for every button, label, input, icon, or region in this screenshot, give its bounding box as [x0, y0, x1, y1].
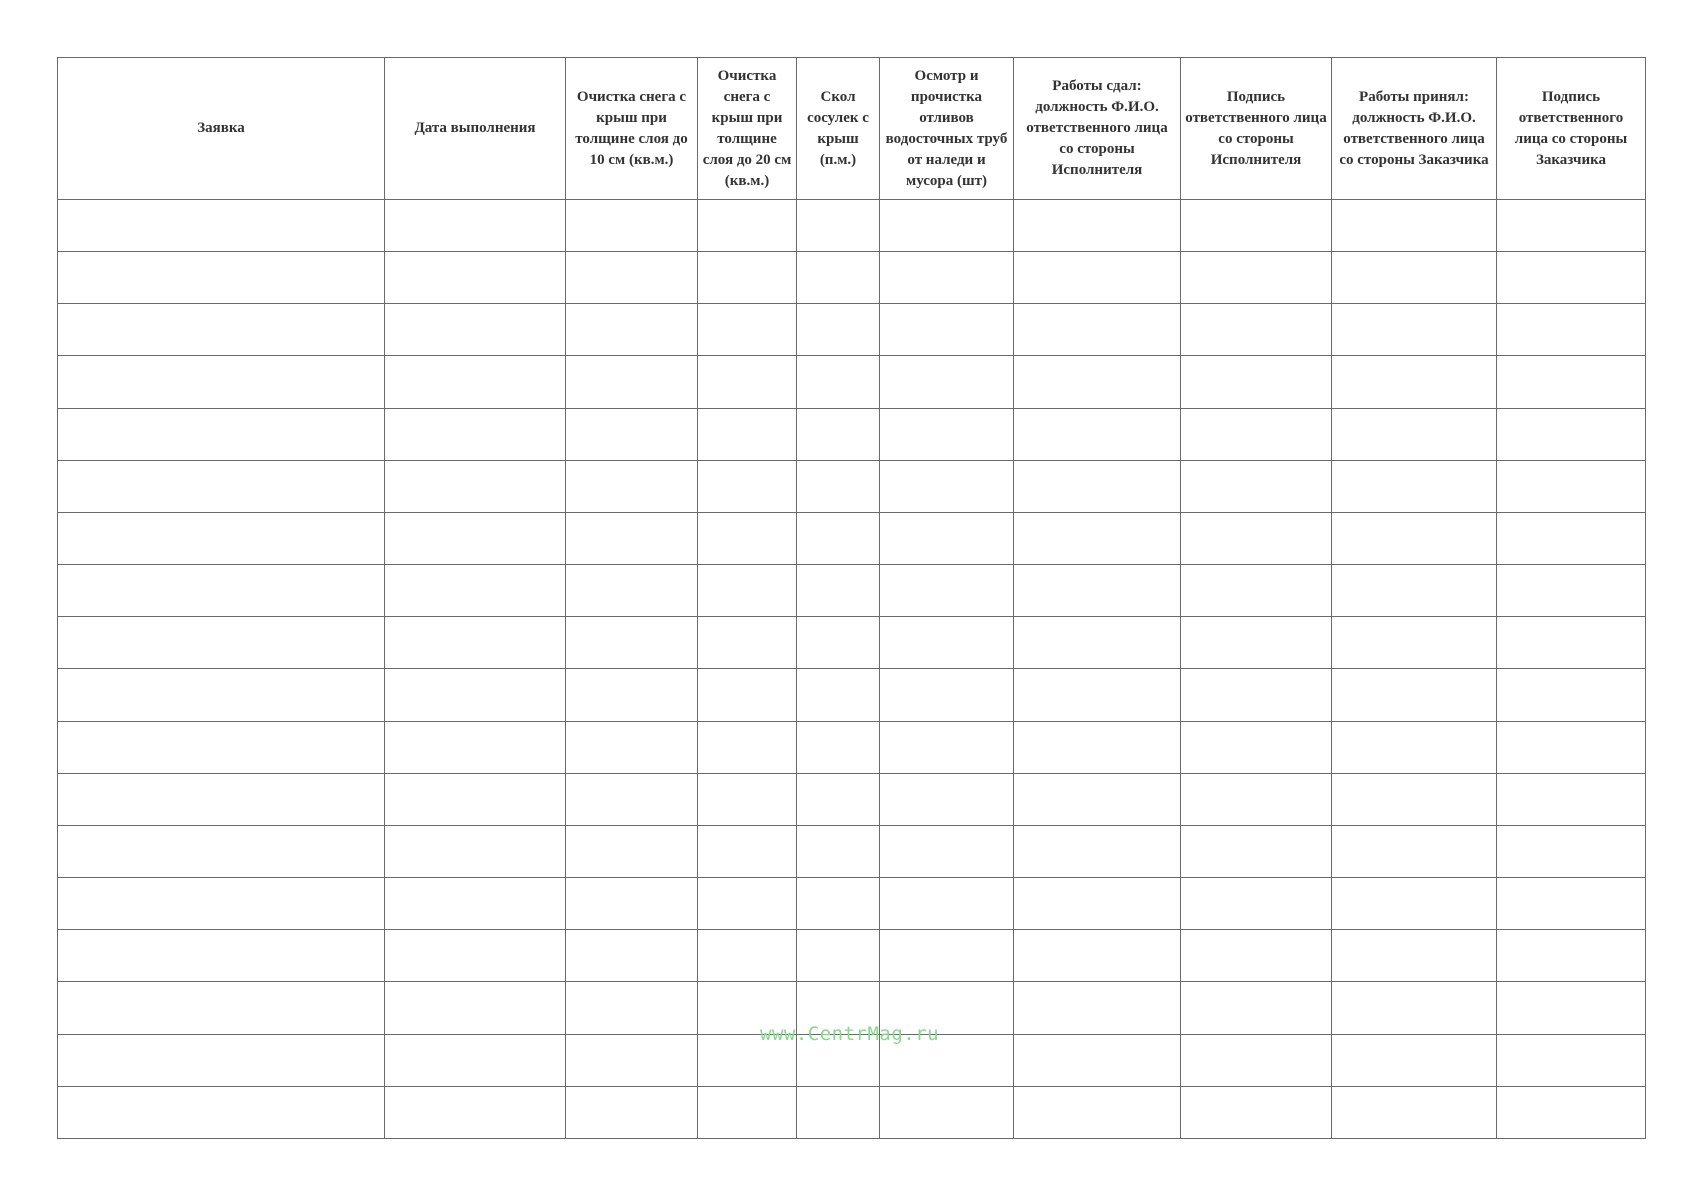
table-cell[interactable]: [698, 252, 797, 304]
table-cell[interactable]: [698, 878, 797, 930]
table-cell[interactable]: [1332, 460, 1497, 512]
table-cell[interactable]: [1181, 200, 1332, 252]
table-cell[interactable]: [1014, 721, 1181, 773]
table-row: [58, 930, 1646, 982]
table-cell[interactable]: [58, 356, 385, 408]
table-row: [58, 460, 1646, 512]
table-cell[interactable]: [880, 825, 1014, 877]
table-cell[interactable]: [566, 669, 698, 721]
table-cell[interactable]: [1014, 512, 1181, 564]
table-cell[interactable]: [1332, 512, 1497, 564]
table-cell[interactable]: [698, 356, 797, 408]
table-cell[interactable]: [1014, 669, 1181, 721]
table-cell[interactable]: [1181, 252, 1332, 304]
table-cell[interactable]: [1014, 878, 1181, 930]
table-cell[interactable]: [566, 512, 698, 564]
table-cell[interactable]: [1332, 825, 1497, 877]
table-row: [58, 825, 1646, 877]
table-cell[interactable]: [385, 773, 566, 825]
table-cell[interactable]: [698, 825, 797, 877]
table-row: [58, 1086, 1646, 1138]
table-cell[interactable]: [797, 825, 880, 877]
table-cell[interactable]: [1497, 200, 1646, 252]
table-cell[interactable]: [880, 878, 1014, 930]
table-cell[interactable]: [566, 825, 698, 877]
table-cell[interactable]: [1014, 356, 1181, 408]
table-cell[interactable]: [58, 512, 385, 564]
table-row: [58, 773, 1646, 825]
table-cell[interactable]: [880, 356, 1014, 408]
snow-removal-log-table: [57, 57, 1646, 1139]
table-cell[interactable]: [1181, 773, 1332, 825]
table-row: [58, 878, 1646, 930]
table-cell[interactable]: [880, 304, 1014, 356]
table-cell[interactable]: [797, 252, 880, 304]
table-cell[interactable]: [1181, 825, 1332, 877]
table-cell[interactable]: [1181, 512, 1332, 564]
header-drainpipe-inspection: Осмотр и прочистка отливов водосточных труб от наледи и мусора (шт): [880, 58, 1014, 200]
table-cell[interactable]: [1181, 1086, 1332, 1138]
table-row: [58, 512, 1646, 564]
table-cell[interactable]: [880, 721, 1014, 773]
table-cell[interactable]: [1497, 721, 1646, 773]
table-cell[interactable]: [1014, 773, 1181, 825]
table-cell[interactable]: [797, 460, 880, 512]
table-cell[interactable]: [797, 721, 880, 773]
header-contractor-signature: Подпись ответственного лица со стороны Исполнителя: [1181, 58, 1332, 200]
header-icicle-removal: Скол сосулек с крыш (п.м.): [797, 58, 880, 200]
table-cell[interactable]: [1497, 252, 1646, 304]
table-cell[interactable]: [1497, 773, 1646, 825]
table-cell[interactable]: [385, 721, 566, 773]
table-cell[interactable]: [1014, 460, 1181, 512]
watermark: www.CentrMag.ru: [760, 1023, 940, 1045]
table-cell[interactable]: [385, 252, 566, 304]
table-cell[interactable]: [385, 982, 566, 1034]
table-cell[interactable]: [880, 200, 1014, 252]
table-cell[interactable]: [1181, 669, 1332, 721]
table-cell[interactable]: [385, 878, 566, 930]
table-cell[interactable]: [1497, 408, 1646, 460]
table-cell[interactable]: [385, 512, 566, 564]
table-cell[interactable]: [1332, 773, 1497, 825]
table-cell[interactable]: [698, 200, 797, 252]
table-cell[interactable]: [58, 878, 385, 930]
journal-sheet: [57, 57, 1645, 1139]
table-cell[interactable]: [566, 617, 698, 669]
table-cell[interactable]: [58, 1034, 385, 1086]
table-cell[interactable]: [880, 565, 1014, 617]
table-cell[interactable]: [58, 982, 385, 1034]
table-cell[interactable]: [1332, 721, 1497, 773]
table-cell[interactable]: [698, 617, 797, 669]
header-row: [58, 58, 1646, 200]
table-cell[interactable]: [1497, 669, 1646, 721]
table-cell[interactable]: [566, 408, 698, 460]
table-cell[interactable]: [385, 1086, 566, 1138]
table-cell[interactable]: [880, 617, 1014, 669]
header-snow-clearing-10cm: Очистка снега с крыш при толщине слоя до 10 см (кв.м.): [566, 58, 698, 200]
table-row: [58, 252, 1646, 304]
table-cell[interactable]: [1181, 304, 1332, 356]
table-cell[interactable]: [797, 930, 880, 982]
table-cell[interactable]: [385, 200, 566, 252]
table-cell[interactable]: [1332, 356, 1497, 408]
table-cell[interactable]: [1497, 825, 1646, 877]
table-cell[interactable]: [1497, 460, 1646, 512]
table-cell[interactable]: [1497, 878, 1646, 930]
table-cell[interactable]: [1014, 304, 1181, 356]
table-cell[interactable]: [880, 512, 1014, 564]
table-cell[interactable]: [385, 1034, 566, 1086]
table-cell[interactable]: [385, 460, 566, 512]
table-cell[interactable]: [566, 304, 698, 356]
header-request: Заявка: [58, 58, 385, 200]
table-cell[interactable]: [1497, 617, 1646, 669]
table-cell[interactable]: [385, 565, 566, 617]
table-cell[interactable]: [566, 773, 698, 825]
table-cell[interactable]: [58, 773, 385, 825]
table-cell[interactable]: [1181, 721, 1332, 773]
table-cell[interactable]: [58, 460, 385, 512]
table-cell[interactable]: [385, 356, 566, 408]
table-cell[interactable]: [566, 930, 698, 982]
table-cell[interactable]: [1181, 617, 1332, 669]
table-cell[interactable]: [1332, 982, 1497, 1034]
table-cell[interactable]: [1497, 982, 1646, 1034]
table-cell[interactable]: [1181, 356, 1332, 408]
table-cell[interactable]: [1332, 878, 1497, 930]
table-cell[interactable]: [1181, 460, 1332, 512]
table-cell[interactable]: [1497, 304, 1646, 356]
table-cell[interactable]: [698, 512, 797, 564]
header-completion-date: Дата выполнения: [385, 58, 566, 200]
table-cell[interactable]: [1014, 1034, 1181, 1086]
table-cell[interactable]: [58, 565, 385, 617]
log-body: [58, 200, 1646, 1139]
table-cell[interactable]: [1332, 930, 1497, 982]
table-cell[interactable]: [1497, 356, 1646, 408]
table-cell[interactable]: [698, 565, 797, 617]
table-cell[interactable]: [1014, 930, 1181, 982]
header-work-accepted: Работы принял: должность Ф.И.О. ответственного лица со стороны Заказчика: [1332, 58, 1497, 200]
table-cell[interactable]: [797, 512, 880, 564]
table-cell[interactable]: [385, 304, 566, 356]
table-cell[interactable]: [797, 200, 880, 252]
table-cell[interactable]: [797, 773, 880, 825]
table-cell[interactable]: [566, 252, 698, 304]
table-cell[interactable]: [566, 878, 698, 930]
table-cell[interactable]: [1332, 1034, 1497, 1086]
table-row: [58, 617, 1646, 669]
table-cell[interactable]: [1014, 825, 1181, 877]
table-cell[interactable]: [1181, 878, 1332, 930]
table-cell[interactable]: [58, 721, 385, 773]
table-cell[interactable]: [1497, 565, 1646, 617]
table-cell[interactable]: [1332, 200, 1497, 252]
table-cell[interactable]: [797, 669, 880, 721]
table-cell[interactable]: [1332, 669, 1497, 721]
table-cell[interactable]: [58, 825, 385, 877]
table-cell[interactable]: [385, 930, 566, 982]
table-cell[interactable]: [1014, 565, 1181, 617]
table-cell[interactable]: [566, 1034, 698, 1086]
table-cell[interactable]: [1014, 408, 1181, 460]
table-cell[interactable]: [1332, 1086, 1497, 1138]
table-cell[interactable]: [385, 825, 566, 877]
table-cell[interactable]: [1332, 565, 1497, 617]
table-cell[interactable]: [385, 617, 566, 669]
table-cell[interactable]: [1332, 617, 1497, 669]
table-cell[interactable]: [1332, 408, 1497, 460]
table-cell[interactable]: [797, 356, 880, 408]
header-work-handed-over: Работы сдал: должность Ф.И.О. ответственного лица со стороны Исполнителя: [1014, 58, 1181, 200]
table-cell[interactable]: [698, 930, 797, 982]
table-cell[interactable]: [566, 982, 698, 1034]
table-cell[interactable]: [698, 773, 797, 825]
table-cell[interactable]: [1332, 252, 1497, 304]
table-row: [58, 304, 1646, 356]
table-cell[interactable]: [1181, 565, 1332, 617]
table-row: [58, 721, 1646, 773]
table-cell[interactable]: [797, 408, 880, 460]
table-cell[interactable]: [880, 408, 1014, 460]
table-cell[interactable]: [385, 408, 566, 460]
table-cell[interactable]: [880, 460, 1014, 512]
table-cell[interactable]: [698, 304, 797, 356]
table-cell[interactable]: [1014, 1086, 1181, 1138]
table-cell[interactable]: [797, 878, 880, 930]
table-cell[interactable]: [1014, 200, 1181, 252]
table-cell[interactable]: [58, 200, 385, 252]
table-cell[interactable]: [566, 1086, 698, 1138]
table-row: [58, 669, 1646, 721]
table-cell[interactable]: [566, 460, 698, 512]
header-customer-signature: Подпись ответственного лица со стороны Заказчика: [1497, 58, 1646, 200]
table-cell[interactable]: [58, 669, 385, 721]
table-cell[interactable]: [1497, 1086, 1646, 1138]
table-cell[interactable]: [58, 930, 385, 982]
table-cell[interactable]: [797, 304, 880, 356]
table-cell[interactable]: [1181, 408, 1332, 460]
table-row: [58, 408, 1646, 460]
table-cell[interactable]: [58, 1086, 385, 1138]
table-cell[interactable]: [1497, 512, 1646, 564]
table-cell[interactable]: [797, 1086, 880, 1138]
table-cell[interactable]: [566, 565, 698, 617]
table-cell[interactable]: [698, 721, 797, 773]
table-cell[interactable]: [797, 617, 880, 669]
table-cell[interactable]: [58, 252, 385, 304]
table-cell[interactable]: [1181, 930, 1332, 982]
table-cell[interactable]: [1014, 252, 1181, 304]
table-cell[interactable]: [1181, 982, 1332, 1034]
table-cell[interactable]: [58, 617, 385, 669]
table-cell[interactable]: [1014, 982, 1181, 1034]
table-cell[interactable]: [1497, 1034, 1646, 1086]
table-cell[interactable]: [1181, 1034, 1332, 1086]
table-cell[interactable]: [880, 930, 1014, 982]
table-cell[interactable]: [1332, 304, 1497, 356]
table-cell[interactable]: [880, 1086, 1014, 1138]
table-cell[interactable]: [698, 408, 797, 460]
table-cell[interactable]: [698, 460, 797, 512]
table-cell[interactable]: [880, 252, 1014, 304]
table-cell[interactable]: [1497, 930, 1646, 982]
table-cell[interactable]: [1014, 617, 1181, 669]
table-cell[interactable]: [566, 356, 698, 408]
table-cell[interactable]: [58, 408, 385, 460]
header-snow-clearing-20cm: Очистка снега с крыш при толщине слоя до 20 см (кв.м.): [698, 58, 797, 200]
table-cell[interactable]: [58, 304, 385, 356]
table-cell[interactable]: [880, 773, 1014, 825]
table-cell[interactable]: [797, 565, 880, 617]
table-cell[interactable]: [880, 669, 1014, 721]
table-cell[interactable]: [566, 721, 698, 773]
table-cell[interactable]: [566, 200, 698, 252]
table-cell[interactable]: [698, 1086, 797, 1138]
table-row: [58, 200, 1646, 252]
table-cell[interactable]: [385, 669, 566, 721]
table-row: [58, 356, 1646, 408]
table-row: [58, 565, 1646, 617]
table-cell[interactable]: [698, 669, 797, 721]
